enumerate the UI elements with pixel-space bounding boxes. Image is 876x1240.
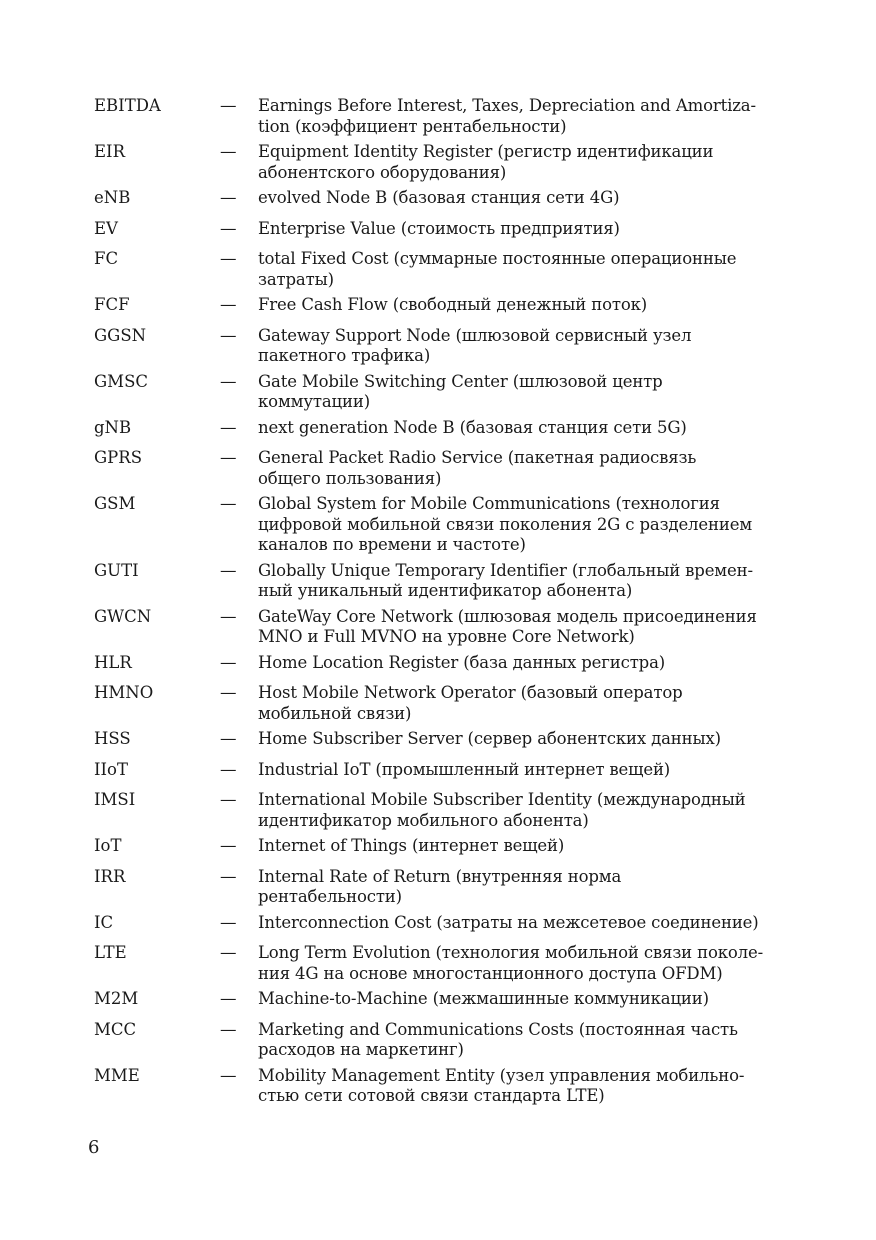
em-dash-separator: — xyxy=(220,371,237,391)
definition-line: Mobility Management Entity (узел управления мобильно- xyxy=(258,1065,745,1085)
abbreviation-term: IC xyxy=(94,912,114,932)
definition-line: общего пользования) xyxy=(258,468,442,488)
abbreviation-term: EV xyxy=(94,218,118,238)
abbreviation-definition xyxy=(258,561,784,602)
abbreviation-term: GWCN xyxy=(94,606,152,626)
abbreviation-term: MME xyxy=(94,1065,140,1085)
definition-line: Globally Unique Temporary Identifier (глобальный времен- xyxy=(258,560,753,580)
definition-line: tion (коэффициент рентабельности) xyxy=(258,116,567,136)
abbreviation-definition xyxy=(258,418,784,439)
definition-line: next generation Node B (базовая станция сети 5G) xyxy=(258,417,687,437)
abbreviation-term: M2M xyxy=(94,989,139,1008)
abbreviation-definition xyxy=(258,494,784,556)
em-dash-separator: — xyxy=(220,729,237,748)
abbreviation-definition xyxy=(258,295,784,316)
em-dash-separator: — xyxy=(220,325,237,345)
abbreviation-definition xyxy=(258,607,784,648)
em-dash-separator: — xyxy=(220,606,237,626)
definition-line: Long Term Evolution (технология мобильной связи поколе- xyxy=(258,943,764,962)
definition-line: идентификатор мобильного абонента) xyxy=(258,810,589,830)
em-dash-separator: — xyxy=(220,249,237,268)
abbreviation-definition xyxy=(258,683,784,724)
definition-line: ный уникальный идентификатор абонента) xyxy=(258,581,633,600)
abbreviation-definition xyxy=(258,249,784,290)
definition-line: Internet of Things (интернет вещей) xyxy=(258,836,565,855)
abbreviation-entry xyxy=(94,867,784,908)
definition-line: пакетного трафика) xyxy=(258,346,431,365)
definition-line: Internal Rate of Return (внутренняя норма xyxy=(258,866,622,886)
abbreviation-entry xyxy=(94,448,784,489)
abbreviation-entry xyxy=(94,653,784,674)
definition-line: абонентского оборудования) xyxy=(258,162,507,182)
definition-line: Gateway Support Node (шлюзовой сервисный узел xyxy=(258,325,692,345)
abbreviation-term: GPRS xyxy=(94,448,143,467)
definition-line: рентабельности) xyxy=(258,887,402,906)
abbreviation-term: FC xyxy=(94,249,119,268)
abbreviation-definition xyxy=(258,790,784,831)
abbreviation-entry xyxy=(94,561,784,602)
definition-line: Marketing and Communications Costs (постоянная часть xyxy=(258,1019,738,1039)
definition-line: Machine-to-Machine (межмашинные коммуникации) xyxy=(258,989,709,1008)
em-dash-separator: — xyxy=(220,866,237,886)
abbreviation-definition xyxy=(258,760,784,781)
definition-line: стью сети сотовой связи стандарта LTE) xyxy=(258,1086,605,1105)
abbreviation-definition xyxy=(258,188,784,209)
abbreviation-definition xyxy=(258,943,784,984)
em-dash-separator: — xyxy=(220,448,237,467)
abbreviation-definition xyxy=(258,1020,784,1061)
abbreviation-term: GGSN xyxy=(94,325,147,345)
abbreviation-term: GUTI xyxy=(94,560,139,580)
definition-line: Enterprise Value (стоимость предприятия) xyxy=(258,218,620,238)
abbreviation-entry xyxy=(94,219,784,240)
abbreviation-term: HMNO xyxy=(94,683,154,702)
abbreviation-term: LTE xyxy=(94,943,127,962)
definition-line: MNO и Full MVNO на уровне Core Network) xyxy=(258,627,635,646)
definition-line: цифровой мобильной связи поколения 2G с разделением xyxy=(258,514,752,534)
abbreviation-entry xyxy=(94,142,784,183)
em-dash-separator: — xyxy=(220,1065,237,1085)
definition-line: Home Location Register (база данных регистра) xyxy=(258,652,666,672)
abbreviation-definition xyxy=(258,653,784,674)
em-dash-separator: — xyxy=(220,96,237,115)
abbreviation-entry xyxy=(94,989,784,1010)
abbreviation-definition xyxy=(258,913,784,934)
em-dash-separator: — xyxy=(220,417,237,437)
definition-line: Gate Mobile Switching Center (шлюзовой центр xyxy=(258,371,663,391)
abbreviation-entry xyxy=(94,1066,784,1107)
abbreviation-list xyxy=(94,96,784,1112)
em-dash-separator: — xyxy=(220,1019,237,1039)
abbreviation-entry xyxy=(94,1020,784,1061)
abbreviation-term: IIoT xyxy=(94,759,128,779)
abbreviation-entry xyxy=(94,760,784,781)
definition-line: Home Subscriber Server (сервер абонентских данных) xyxy=(258,729,721,748)
em-dash-separator: — xyxy=(220,494,237,513)
definition-line: Equipment Identity Register (регистр идентификации xyxy=(258,142,714,161)
definition-line: мобильной связи) xyxy=(258,703,412,723)
abbreviation-definition xyxy=(258,867,784,908)
em-dash-separator: — xyxy=(220,836,237,855)
abbreviation-definition xyxy=(258,142,784,183)
em-dash-separator: — xyxy=(220,759,237,779)
definition-line: каналов по времени и частоте) xyxy=(258,535,526,554)
abbreviation-entry xyxy=(94,913,784,934)
abbreviation-definition xyxy=(258,326,784,367)
abbreviation-definition xyxy=(258,372,784,413)
abbreviation-term: gNB xyxy=(94,417,132,437)
em-dash-separator: — xyxy=(220,943,237,962)
abbreviation-entry xyxy=(94,943,784,984)
abbreviation-term: IMSI xyxy=(94,790,136,809)
abbreviation-definition xyxy=(258,989,784,1010)
em-dash-separator: — xyxy=(220,912,237,932)
definition-line: evolved Node B (базовая станция сети 4G) xyxy=(258,188,620,207)
abbreviation-definition xyxy=(258,836,784,857)
abbreviation-term: GSM xyxy=(94,494,136,513)
em-dash-separator: — xyxy=(220,188,237,207)
definition-line: Earnings Before Interest, Taxes, Depreciation and Amortiza- xyxy=(258,96,756,115)
abbreviation-term: FCF xyxy=(94,295,130,314)
abbreviation-entry xyxy=(94,372,784,413)
definition-line: total Fixed Cost (суммарные постоянные операционные xyxy=(258,249,737,268)
abbreviation-term: EBITDA xyxy=(94,96,161,115)
abbreviation-definition xyxy=(258,448,784,489)
em-dash-separator: — xyxy=(220,652,237,672)
em-dash-separator: — xyxy=(220,560,237,580)
em-dash-separator: — xyxy=(220,218,237,238)
abbreviation-term: EIR xyxy=(94,142,125,161)
em-dash-separator: — xyxy=(220,295,237,314)
em-dash-separator: — xyxy=(220,683,237,702)
abbreviation-entry xyxy=(94,295,784,316)
definition-line: GateWay Core Network (шлюзовая модель присоединения xyxy=(258,606,757,626)
definition-line: затраты) xyxy=(258,269,334,289)
abbreviation-entry xyxy=(94,607,784,648)
abbreviation-term: eNB xyxy=(94,188,131,207)
abbreviation-entry xyxy=(94,836,784,857)
abbreviation-entry xyxy=(94,683,784,724)
definition-line: Free Cash Flow (свободный денежный поток) xyxy=(258,295,648,314)
definition-line: коммутации) xyxy=(258,392,370,411)
abbreviation-entry xyxy=(94,96,784,137)
definition-line: Global System for Mobile Communications (технология xyxy=(258,494,720,513)
abbreviation-term: MCC xyxy=(94,1019,137,1039)
definition-line: ния 4G на основе многостанционного доступа OFDM) xyxy=(258,963,723,983)
abbreviation-definition xyxy=(258,1066,784,1107)
abbreviation-entry xyxy=(94,188,784,209)
abbreviation-definition xyxy=(258,96,784,137)
definition-line: расходов на маркетинг) xyxy=(258,1040,464,1059)
definition-line: Host Mobile Network Operator (базовый оператор xyxy=(258,683,683,702)
abbreviation-entry xyxy=(94,494,784,556)
abbreviation-entry xyxy=(94,418,784,439)
abbreviation-term: IRR xyxy=(94,866,126,886)
abbreviation-entry xyxy=(94,326,784,367)
abbreviation-term: HLR xyxy=(94,652,132,672)
abbreviation-term: IoT xyxy=(94,836,122,855)
definition-line: International Mobile Subscriber Identity (международный xyxy=(258,790,746,809)
abbreviation-term: GMSC xyxy=(94,371,149,391)
abbreviation-term: HSS xyxy=(94,729,131,748)
abbreviation-entry xyxy=(94,790,784,831)
definition-line: Interconnection Cost (затраты на межсетевое соединение) xyxy=(258,912,759,932)
definition-line: General Packet Radio Service (пакетная радиосвязь xyxy=(258,448,697,467)
definition-line: Industrial IoT (промышленный интернет вещей) xyxy=(258,759,671,779)
abbreviation-entry xyxy=(94,249,784,290)
abbreviation-definition xyxy=(258,729,784,750)
abbreviation-entry xyxy=(94,729,784,750)
page-number: 6 xyxy=(88,1137,100,1158)
em-dash-separator: — xyxy=(220,989,237,1008)
em-dash-separator: — xyxy=(220,142,237,161)
em-dash-separator: — xyxy=(220,790,237,809)
abbreviation-definition xyxy=(258,219,784,240)
